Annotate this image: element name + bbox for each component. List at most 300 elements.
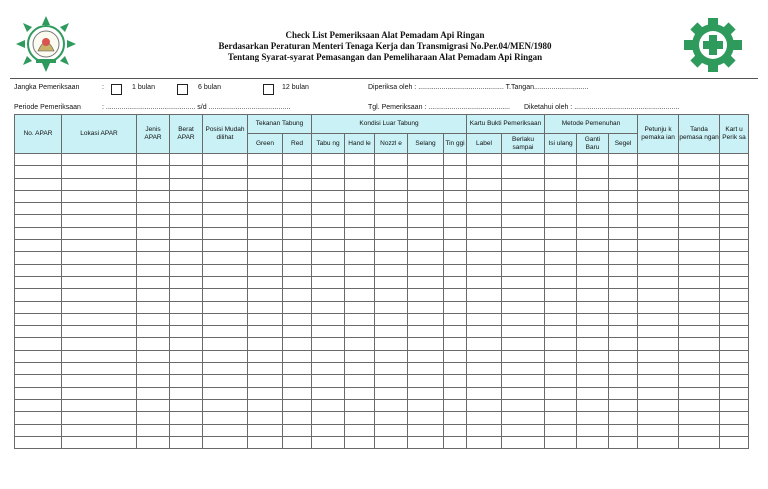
table-cell[interactable] xyxy=(137,178,170,190)
table-cell[interactable] xyxy=(502,190,545,202)
table-cell[interactable] xyxy=(375,313,408,325)
table-cell[interactable] xyxy=(170,387,203,399)
table-cell[interactable] xyxy=(345,350,375,362)
table-cell[interactable] xyxy=(345,375,375,387)
table-cell[interactable] xyxy=(444,203,467,215)
table-cell[interactable] xyxy=(444,387,467,399)
table-cell[interactable] xyxy=(577,313,609,325)
table-cell[interactable] xyxy=(15,276,62,288)
table-cell[interactable] xyxy=(444,190,467,202)
table-cell[interactable] xyxy=(345,215,375,227)
table-cell[interactable] xyxy=(444,436,467,448)
table-cell[interactable] xyxy=(609,326,638,338)
table-cell[interactable] xyxy=(444,264,467,276)
table-cell[interactable] xyxy=(62,252,137,264)
table-cell[interactable] xyxy=(137,215,170,227)
table-cell[interactable] xyxy=(248,203,283,215)
table-cell[interactable] xyxy=(609,289,638,301)
table-cell[interactable] xyxy=(312,326,345,338)
table-cell[interactable] xyxy=(467,289,502,301)
table-cell[interactable] xyxy=(679,387,720,399)
table-cell[interactable] xyxy=(170,375,203,387)
table-cell[interactable] xyxy=(720,166,749,178)
table-cell[interactable] xyxy=(720,240,749,252)
table-cell[interactable] xyxy=(679,436,720,448)
table-cell[interactable] xyxy=(408,326,444,338)
table-cell[interactable] xyxy=(577,289,609,301)
table-cell[interactable] xyxy=(408,166,444,178)
table-cell[interactable] xyxy=(375,301,408,313)
table-cell[interactable] xyxy=(15,289,62,301)
table-cell[interactable] xyxy=(638,436,679,448)
table-cell[interactable] xyxy=(203,387,248,399)
table-cell[interactable] xyxy=(62,227,137,239)
table-cell[interactable] xyxy=(137,338,170,350)
table-cell[interactable] xyxy=(467,424,502,436)
table-cell[interactable] xyxy=(283,203,312,215)
table-cell[interactable] xyxy=(609,338,638,350)
table-cell[interactable] xyxy=(408,203,444,215)
table-cell[interactable] xyxy=(467,276,502,288)
table-cell[interactable] xyxy=(203,190,248,202)
table-cell[interactable] xyxy=(375,326,408,338)
table-cell[interactable] xyxy=(609,375,638,387)
table-cell[interactable] xyxy=(170,350,203,362)
table-cell[interactable] xyxy=(15,264,62,276)
table-cell[interactable] xyxy=(203,363,248,375)
table-cell[interactable] xyxy=(545,338,577,350)
table-cell[interactable] xyxy=(345,240,375,252)
table-cell[interactable] xyxy=(577,412,609,424)
table-cell[interactable] xyxy=(312,412,345,424)
table-cell[interactable] xyxy=(203,178,248,190)
table-cell[interactable] xyxy=(502,264,545,276)
table-cell[interactable] xyxy=(170,289,203,301)
table-cell[interactable] xyxy=(15,375,62,387)
table-cell[interactable] xyxy=(283,264,312,276)
table-cell[interactable] xyxy=(679,190,720,202)
table-cell[interactable] xyxy=(679,154,720,166)
table-cell[interactable] xyxy=(577,190,609,202)
table-cell[interactable] xyxy=(345,424,375,436)
table-cell[interactable] xyxy=(408,313,444,325)
table-cell[interactable] xyxy=(638,227,679,239)
table-cell[interactable] xyxy=(679,264,720,276)
table-cell[interactable] xyxy=(170,166,203,178)
table-cell[interactable] xyxy=(15,215,62,227)
table-cell[interactable] xyxy=(248,252,283,264)
table-cell[interactable] xyxy=(577,424,609,436)
table-cell[interactable] xyxy=(577,215,609,227)
table-cell[interactable] xyxy=(577,436,609,448)
table-cell[interactable] xyxy=(408,215,444,227)
table-cell[interactable] xyxy=(408,338,444,350)
table-cell[interactable] xyxy=(444,399,467,411)
table-cell[interactable] xyxy=(545,313,577,325)
table-cell[interactable] xyxy=(203,264,248,276)
table-cell[interactable] xyxy=(375,436,408,448)
table-cell[interactable] xyxy=(408,424,444,436)
table-cell[interactable] xyxy=(15,166,62,178)
table-cell[interactable] xyxy=(170,363,203,375)
table-cell[interactable] xyxy=(375,178,408,190)
table-cell[interactable] xyxy=(545,240,577,252)
table-cell[interactable] xyxy=(248,350,283,362)
table-cell[interactable] xyxy=(170,424,203,436)
table-cell[interactable] xyxy=(408,264,444,276)
table-cell[interactable] xyxy=(203,276,248,288)
table-cell[interactable] xyxy=(444,313,467,325)
table-cell[interactable] xyxy=(638,363,679,375)
table-cell[interactable] xyxy=(720,387,749,399)
table-cell[interactable] xyxy=(203,412,248,424)
table-cell[interactable] xyxy=(502,178,545,190)
table-cell[interactable] xyxy=(720,424,749,436)
table-cell[interactable] xyxy=(408,350,444,362)
tgl-pemeriksaan-field[interactable]: Tgl. Pemeriksaan : .......................................... xyxy=(368,104,510,111)
table-cell[interactable] xyxy=(283,301,312,313)
table-cell[interactable] xyxy=(502,166,545,178)
table-cell[interactable] xyxy=(679,375,720,387)
table-cell[interactable] xyxy=(312,240,345,252)
table-cell[interactable] xyxy=(467,190,502,202)
table-cell[interactable] xyxy=(720,375,749,387)
table-cell[interactable] xyxy=(137,154,170,166)
table-cell[interactable] xyxy=(203,313,248,325)
table-cell[interactable] xyxy=(720,313,749,325)
table-cell[interactable] xyxy=(345,289,375,301)
table-cell[interactable] xyxy=(345,252,375,264)
table-cell[interactable] xyxy=(137,363,170,375)
table-cell[interactable] xyxy=(502,338,545,350)
table-cell[interactable] xyxy=(467,412,502,424)
table-cell[interactable] xyxy=(345,338,375,350)
table-cell[interactable] xyxy=(248,399,283,411)
table-cell[interactable] xyxy=(408,227,444,239)
table-cell[interactable] xyxy=(502,215,545,227)
table-cell[interactable] xyxy=(720,289,749,301)
table-cell[interactable] xyxy=(170,203,203,215)
table-cell[interactable] xyxy=(137,412,170,424)
table-cell[interactable] xyxy=(62,203,137,215)
table-cell[interactable] xyxy=(248,301,283,313)
table-cell[interactable] xyxy=(638,424,679,436)
diperiksa-field[interactable]: Diperiksa oleh : ............................................ T.Tangan............................ xyxy=(368,84,589,91)
table-cell[interactable] xyxy=(203,436,248,448)
table-cell[interactable] xyxy=(283,154,312,166)
table-cell[interactable] xyxy=(248,363,283,375)
table-cell[interactable] xyxy=(375,240,408,252)
table-cell[interactable] xyxy=(720,399,749,411)
table-cell[interactable] xyxy=(62,178,137,190)
table-cell[interactable] xyxy=(15,350,62,362)
table-cell[interactable] xyxy=(679,178,720,190)
table-cell[interactable] xyxy=(137,399,170,411)
table-cell[interactable] xyxy=(679,227,720,239)
table-cell[interactable] xyxy=(283,399,312,411)
table-cell[interactable] xyxy=(577,203,609,215)
table-cell[interactable] xyxy=(609,203,638,215)
table-cell[interactable] xyxy=(502,276,545,288)
table-cell[interactable] xyxy=(375,387,408,399)
table-cell[interactable] xyxy=(545,178,577,190)
table-cell[interactable] xyxy=(283,190,312,202)
table-cell[interactable] xyxy=(444,154,467,166)
table-cell[interactable] xyxy=(609,190,638,202)
table-cell[interactable] xyxy=(502,363,545,375)
table-cell[interactable] xyxy=(203,424,248,436)
table-cell[interactable] xyxy=(15,399,62,411)
table-cell[interactable] xyxy=(502,436,545,448)
table-cell[interactable] xyxy=(502,203,545,215)
table-cell[interactable] xyxy=(467,399,502,411)
table-cell[interactable] xyxy=(638,252,679,264)
table-cell[interactable] xyxy=(609,301,638,313)
table-cell[interactable] xyxy=(137,375,170,387)
table-cell[interactable] xyxy=(408,363,444,375)
table-cell[interactable] xyxy=(467,227,502,239)
table-cell[interactable] xyxy=(502,289,545,301)
table-cell[interactable] xyxy=(375,203,408,215)
table-cell[interactable] xyxy=(170,264,203,276)
table-cell[interactable] xyxy=(283,412,312,424)
table-cell[interactable] xyxy=(345,190,375,202)
table-cell[interactable] xyxy=(62,412,137,424)
table-cell[interactable] xyxy=(345,387,375,399)
table-cell[interactable] xyxy=(248,154,283,166)
table-cell[interactable] xyxy=(679,215,720,227)
table-cell[interactable] xyxy=(345,436,375,448)
table-cell[interactable] xyxy=(283,350,312,362)
table-cell[interactable] xyxy=(203,301,248,313)
table-cell[interactable] xyxy=(137,276,170,288)
table-cell[interactable] xyxy=(15,190,62,202)
table-cell[interactable] xyxy=(502,424,545,436)
table-cell[interactable] xyxy=(15,424,62,436)
table-cell[interactable] xyxy=(62,190,137,202)
table-cell[interactable] xyxy=(679,276,720,288)
checkbox-1-bulan[interactable] xyxy=(111,84,122,95)
table-cell[interactable] xyxy=(545,289,577,301)
table-cell[interactable] xyxy=(545,301,577,313)
table-cell[interactable] xyxy=(467,215,502,227)
table-cell[interactable] xyxy=(248,326,283,338)
table-cell[interactable] xyxy=(170,215,203,227)
table-cell[interactable] xyxy=(502,387,545,399)
table-cell[interactable] xyxy=(609,178,638,190)
table-cell[interactable] xyxy=(502,252,545,264)
table-cell[interactable] xyxy=(62,436,137,448)
table-cell[interactable] xyxy=(638,190,679,202)
table-cell[interactable] xyxy=(577,276,609,288)
table-cell[interactable] xyxy=(577,154,609,166)
table-cell[interactable] xyxy=(345,264,375,276)
table-cell[interactable] xyxy=(137,301,170,313)
table-cell[interactable] xyxy=(283,215,312,227)
table-cell[interactable] xyxy=(283,313,312,325)
table-cell[interactable] xyxy=(545,326,577,338)
table-cell[interactable] xyxy=(408,154,444,166)
table-cell[interactable] xyxy=(170,313,203,325)
table-cell[interactable] xyxy=(170,338,203,350)
table-cell[interactable] xyxy=(15,326,62,338)
table-cell[interactable] xyxy=(467,375,502,387)
table-cell[interactable] xyxy=(312,289,345,301)
table-cell[interactable] xyxy=(62,399,137,411)
table-cell[interactable] xyxy=(502,154,545,166)
table-cell[interactable] xyxy=(577,166,609,178)
table-cell[interactable] xyxy=(248,375,283,387)
table-cell[interactable] xyxy=(312,375,345,387)
table-cell[interactable] xyxy=(137,436,170,448)
table-cell[interactable] xyxy=(679,166,720,178)
table-cell[interactable] xyxy=(609,166,638,178)
table-cell[interactable] xyxy=(638,399,679,411)
table-cell[interactable] xyxy=(170,276,203,288)
table-cell[interactable] xyxy=(312,215,345,227)
table-cell[interactable] xyxy=(137,264,170,276)
table-cell[interactable] xyxy=(467,252,502,264)
table-cell[interactable] xyxy=(720,338,749,350)
table-cell[interactable] xyxy=(62,424,137,436)
table-cell[interactable] xyxy=(248,190,283,202)
table-cell[interactable] xyxy=(502,326,545,338)
table-cell[interactable] xyxy=(137,190,170,202)
table-cell[interactable] xyxy=(345,399,375,411)
table-cell[interactable] xyxy=(408,276,444,288)
table-cell[interactable] xyxy=(408,399,444,411)
table-cell[interactable] xyxy=(312,436,345,448)
table-cell[interactable] xyxy=(62,154,137,166)
table-cell[interactable] xyxy=(609,313,638,325)
table-cell[interactable] xyxy=(137,350,170,362)
table-cell[interactable] xyxy=(283,166,312,178)
table-cell[interactable] xyxy=(283,240,312,252)
table-cell[interactable] xyxy=(444,326,467,338)
table-cell[interactable] xyxy=(577,387,609,399)
table-cell[interactable] xyxy=(248,387,283,399)
table-cell[interactable] xyxy=(312,276,345,288)
table-cell[interactable] xyxy=(203,215,248,227)
table-cell[interactable] xyxy=(283,338,312,350)
table-cell[interactable] xyxy=(545,190,577,202)
table-cell[interactable] xyxy=(62,264,137,276)
table-cell[interactable] xyxy=(638,387,679,399)
table-cell[interactable] xyxy=(345,412,375,424)
table-cell[interactable] xyxy=(203,375,248,387)
table-cell[interactable] xyxy=(720,276,749,288)
table-cell[interactable] xyxy=(502,313,545,325)
table-cell[interactable] xyxy=(577,264,609,276)
table-cell[interactable] xyxy=(170,240,203,252)
table-cell[interactable] xyxy=(444,276,467,288)
table-cell[interactable] xyxy=(137,203,170,215)
table-cell[interactable] xyxy=(467,350,502,362)
table-cell[interactable] xyxy=(609,276,638,288)
table-cell[interactable] xyxy=(408,387,444,399)
table-cell[interactable] xyxy=(248,412,283,424)
table-cell[interactable] xyxy=(577,227,609,239)
table-cell[interactable] xyxy=(15,154,62,166)
table-cell[interactable] xyxy=(203,350,248,362)
table-cell[interactable] xyxy=(444,252,467,264)
table-cell[interactable] xyxy=(283,227,312,239)
table-cell[interactable] xyxy=(545,363,577,375)
table-cell[interactable] xyxy=(312,190,345,202)
table-cell[interactable] xyxy=(312,387,345,399)
table-cell[interactable] xyxy=(638,326,679,338)
table-cell[interactable] xyxy=(609,240,638,252)
table-cell[interactable] xyxy=(638,313,679,325)
table-cell[interactable] xyxy=(609,215,638,227)
table-cell[interactable] xyxy=(15,252,62,264)
table-cell[interactable] xyxy=(444,215,467,227)
table-cell[interactable] xyxy=(15,301,62,313)
table-cell[interactable] xyxy=(345,276,375,288)
table-cell[interactable] xyxy=(467,387,502,399)
table-cell[interactable] xyxy=(467,166,502,178)
table-cell[interactable] xyxy=(312,264,345,276)
table-cell[interactable] xyxy=(577,363,609,375)
table-cell[interactable] xyxy=(577,399,609,411)
table-cell[interactable] xyxy=(137,326,170,338)
table-cell[interactable] xyxy=(679,289,720,301)
table-cell[interactable] xyxy=(345,166,375,178)
table-cell[interactable] xyxy=(248,424,283,436)
table-cell[interactable] xyxy=(15,363,62,375)
table-cell[interactable] xyxy=(444,240,467,252)
table-cell[interactable] xyxy=(62,313,137,325)
table-cell[interactable] xyxy=(577,252,609,264)
table-cell[interactable] xyxy=(312,424,345,436)
table-cell[interactable] xyxy=(248,289,283,301)
table-cell[interactable] xyxy=(345,203,375,215)
table-cell[interactable] xyxy=(203,166,248,178)
table-cell[interactable] xyxy=(375,424,408,436)
table-cell[interactable] xyxy=(638,264,679,276)
table-cell[interactable] xyxy=(444,301,467,313)
checkbox-6-bulan[interactable] xyxy=(177,84,188,95)
table-cell[interactable] xyxy=(375,227,408,239)
table-cell[interactable] xyxy=(609,264,638,276)
table-cell[interactable] xyxy=(15,227,62,239)
table-cell[interactable] xyxy=(502,375,545,387)
table-cell[interactable] xyxy=(137,252,170,264)
table-cell[interactable] xyxy=(248,166,283,178)
table-cell[interactable] xyxy=(170,412,203,424)
table-cell[interactable] xyxy=(720,436,749,448)
table-cell[interactable] xyxy=(283,252,312,264)
table-cell[interactable] xyxy=(312,203,345,215)
table-cell[interactable] xyxy=(62,215,137,227)
table-cell[interactable] xyxy=(638,166,679,178)
table-cell[interactable] xyxy=(720,227,749,239)
table-cell[interactable] xyxy=(502,399,545,411)
diketahui-field[interactable]: Diketahui oleh : ...................................................... xyxy=(524,104,680,111)
table-cell[interactable] xyxy=(720,154,749,166)
table-cell[interactable] xyxy=(609,350,638,362)
table-cell[interactable] xyxy=(638,375,679,387)
table-cell[interactable] xyxy=(15,203,62,215)
table-cell[interactable] xyxy=(375,166,408,178)
table-cell[interactable] xyxy=(375,252,408,264)
table-cell[interactable] xyxy=(15,412,62,424)
table-cell[interactable] xyxy=(375,375,408,387)
table-cell[interactable] xyxy=(248,276,283,288)
table-cell[interactable] xyxy=(408,289,444,301)
table-cell[interactable] xyxy=(312,166,345,178)
table-cell[interactable] xyxy=(312,350,345,362)
